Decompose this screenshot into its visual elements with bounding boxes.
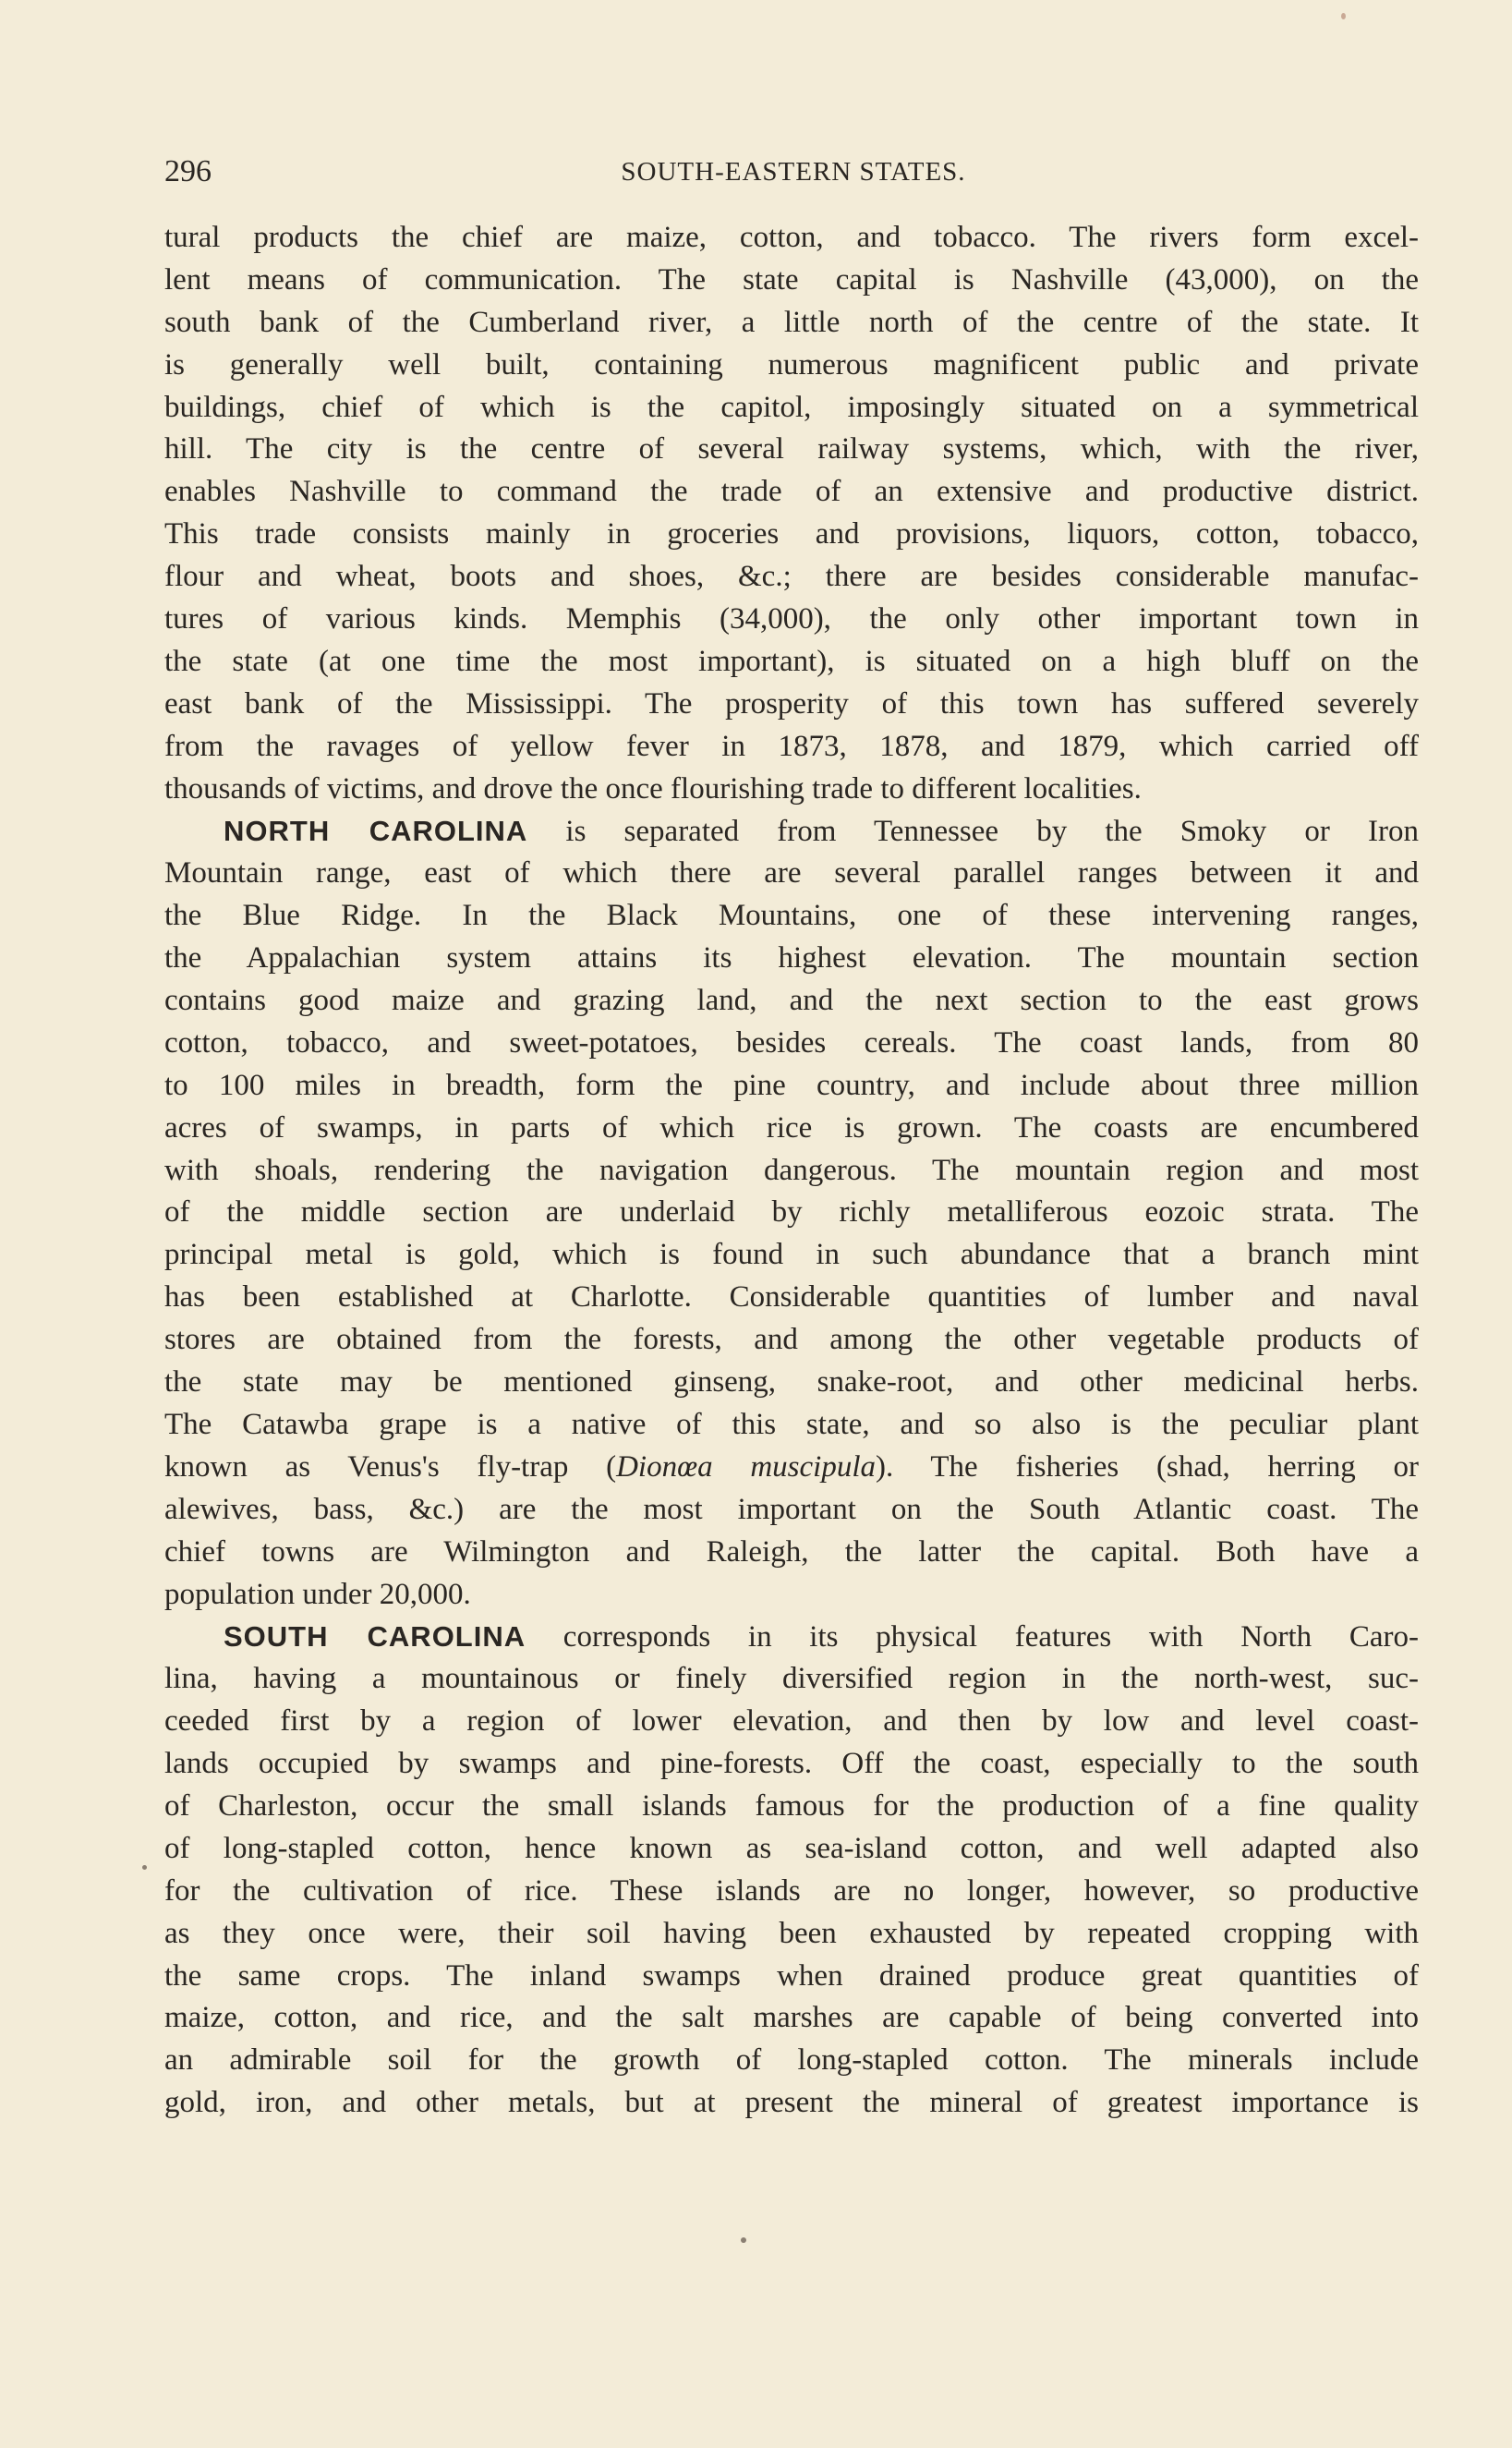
line-text: contains good maize and grazing land, and the next section to the east grows [164,984,1419,1018]
section-heading: SOUTH CAROLINA [224,1620,526,1654]
line-text: is separated from Tennessee by the Smoky or Iron [527,815,1419,849]
text-line [164,302,1419,345]
text-line [164,217,1419,260]
line-text: the state (at one time the most important), is situated on a high bluff on the [164,644,1419,678]
footer-dot [741,2237,746,2243]
line-text: of the middle section are underlaid by richly metalliferous eozoic strata. The [164,1195,1419,1230]
text-line [164,810,1419,853]
line-text: east bank of the Mississippi. The prosperity of this town has suffered severely [164,686,1419,721]
line-text: for the cultivation of rice. These islands are no longer, however, so productive [164,1873,1419,1908]
text-line [164,1192,1419,1234]
text-line [164,471,1419,514]
line-text: population under 20,000. [164,1577,471,1611]
line-text: acres of swamps, in parts of which rice is grown. The coasts are encumbered [164,1110,1419,1145]
text-line [164,1277,1419,1319]
line-text: enables Nashville to command the trade of an extensive and productive district. [164,475,1419,509]
line-text: corresponds in its physical features with North Caro- [526,1620,1419,1654]
body-text [164,217,1419,2125]
text-line [164,1065,1419,1108]
text-line [164,1447,1419,1489]
line-text: of long-stapled cotton, hence known as sea-island cotton, and well adapted also [164,1831,1419,1865]
text-line [164,1108,1419,1150]
text-line [164,1319,1419,1362]
text-line [164,1871,1419,1913]
text-line [164,1786,1419,1828]
text-line [164,1150,1419,1193]
line-text: an admirable soil for the growth of long-stapled cotton. The minerals include [164,2043,1419,2078]
line-text: alewives, bass, &c.) are the most important on the South Atlantic coast. The [164,1492,1419,1526]
page-number: 296 [164,154,212,188]
margin-dot [142,1865,147,1870]
line-text: has been established at Charlotte. Considerable quantities of lumber and naval [164,1280,1419,1315]
line-text: the same crops. The inland swamps when drained produce great quantities of [164,1958,1419,1993]
page-header [164,150,1422,194]
section-heading: NORTH CAROLINA [224,815,528,848]
text-line [164,260,1419,302]
text-line [164,429,1419,471]
line-text: south bank of the Cumberland river, a little north of the centre of the state. It [164,305,1419,339]
line-text: thousands of victims, and drove the once flourishing trade to different localities. [164,771,1142,806]
text-line [164,1234,1419,1277]
text-line [164,599,1419,641]
text-line [164,345,1419,387]
text-line [164,387,1419,430]
line-text: lands occupied by swamps and pine-forests. Off the coast, especially to the south [164,1747,1419,1781]
text-line [164,1828,1419,1871]
text-line [164,514,1419,556]
text-line [164,1701,1419,1743]
italic-term: Dionœa muscipula [616,1449,877,1484]
line-text: as they once were, their soil having been exhausted by repeated cropping with [164,1916,1419,1950]
line-text: lent means of communication. The state capital is Nashville (43,000), on the [164,262,1419,297]
line-text: stores are obtained from the forests, and among the other vegetable products of [164,1323,1419,1357]
text-line [164,2082,1419,2125]
line-text-continued: ). The fisheries (shad, herring or [876,1449,1419,1484]
line-text: the Appalachian system attains its highest elevation. The mountain section [164,941,1419,976]
line-text: of Charleston, occur the small islands famous for the production of a fine quality [164,1788,1419,1823]
text-line [164,938,1419,980]
line-text: ceeded first by a region of lower elevation, and then by low and level coast- [164,1704,1419,1739]
text-line [164,895,1419,938]
text-line [164,1743,1419,1786]
line-text: The Catawba grape is a native of this state, and so also is the peculiar plant [164,1407,1419,1441]
line-text: lina, having a mountainous or finely diversified region in the north-west, suc- [164,1662,1419,1696]
text-line [164,1913,1419,1956]
line-text: the Blue Ridge. In the Black Mountains, one of these intervening ranges, [164,899,1419,933]
text-line [164,1404,1419,1447]
line-text: chief towns are Wilmington and Raleigh, the latter the capital. Both have a [164,1534,1419,1569]
line-text: the state may be mentioned ginseng, snake-root, and other medicinal herbs. [164,1365,1419,1400]
ink-speck [1341,13,1346,19]
line-text: gold, iron, and other metals, but at present the mineral of greatest importance is [164,2086,1419,2120]
line-text: This trade consists mainly in groceries and provisions, liquors, cotton, tobacco, [164,517,1419,551]
running-head: SOUTH-EASTERN STATES. [621,157,966,187]
text-line [164,2040,1419,2082]
text-line [164,1997,1419,2040]
text-line [164,1616,1419,1658]
line-text: principal metal is gold, which is found in such abundance that a branch mint [164,1238,1419,1272]
text-line [164,1362,1419,1404]
text-line [164,980,1419,1023]
text-line [164,853,1419,895]
line-text: known as Venus's fly-trap ( [164,1449,617,1484]
line-text: with shoals, rendering the navigation dangerous. The mountain region and most [164,1153,1419,1187]
line-text: to 100 miles in breadth, form the pine country, and include about three million [164,1068,1419,1102]
text-line [164,556,1419,599]
text-line [164,1658,1419,1701]
line-text: tures of various kinds. Memphis (34,000), the only other important town in [164,602,1419,636]
text-line [164,769,1419,811]
line-text: buildings, chief of which is the capitol, imposingly situated on a symmetrical [164,390,1419,424]
text-line [164,1574,1419,1617]
line-text: tural products the chief are maize, cotton, and tobacco. The rivers form excel- [164,221,1419,254]
line-text: maize, cotton, and rice, and the salt marshes are capable of being converted into [164,2001,1419,2035]
text-line [164,641,1419,684]
line-text: is generally well built, containing numerous magnificent public and private [164,347,1419,382]
line-text: cotton, tobacco, and sweet-potatoes, besides cereals. The coast lands, from 80 [164,1025,1419,1060]
text-line [164,726,1419,769]
text-line [164,684,1419,726]
text-line [164,1023,1419,1065]
line-text: hill. The city is the centre of several railway systems, which, with the river, [164,432,1419,467]
text-line [164,1489,1419,1532]
text-line [164,1956,1419,1998]
line-text: from the ravages of yellow fever in 1873, 1878, and 1879, which carried off [164,729,1419,763]
line-text: Mountain range, east of which there are several parallel ranges between it and [164,856,1419,891]
text-line [164,1532,1419,1574]
line-text: flour and wheat, boots and shoes, &c.; there are besides considerable manufac- [164,560,1419,594]
